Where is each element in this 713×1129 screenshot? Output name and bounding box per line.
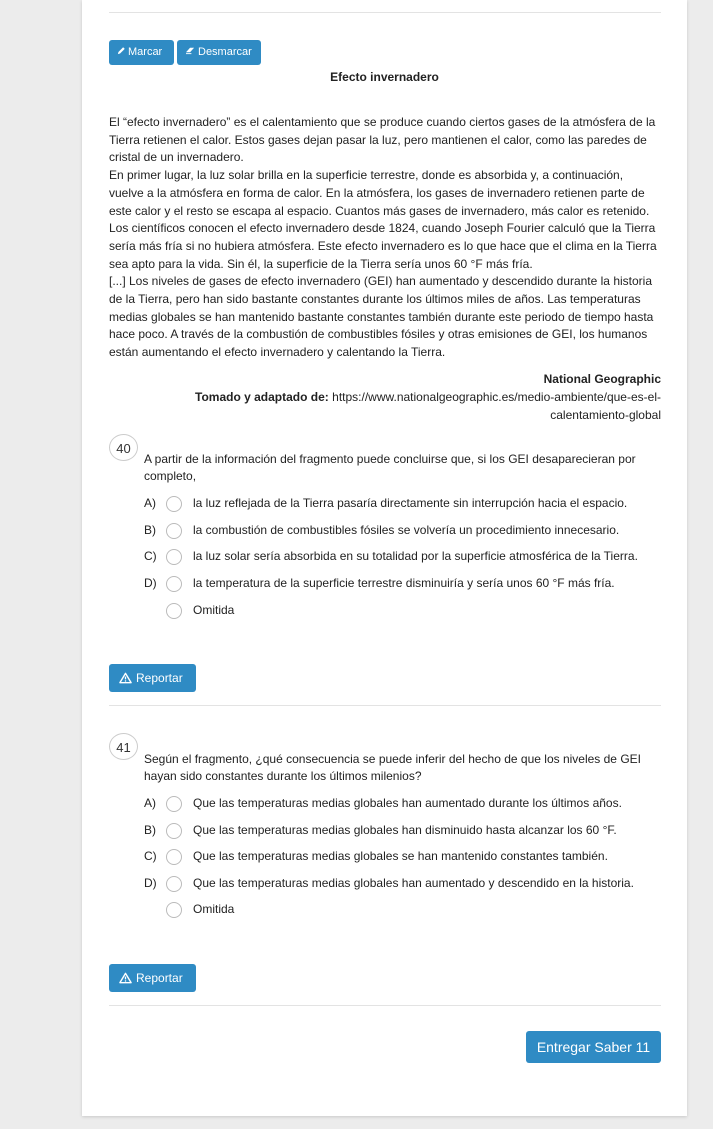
unmark-label: Desmarcar [198,46,252,58]
report-label: Reportar [136,971,183,985]
radio-button[interactable] [166,849,182,865]
radio-button[interactable] [166,576,182,592]
passage-paragraph: [...] Los niveles de gases de efecto invernadero (GEI) han aumentado y descendido durante la historia de la Tierra, pero han sido bastante constantes durante los últimos miles de años. Las temperaturas medias globales se han mantenido bastante constantes también durante este periodo de tiempo hasta hace poco. A través de la combustión de combustibles fósiles y otras emisiones de GEI, los humanos están aumentando el efecto invernadero y calentando la Tierra. [109,274,654,360]
answer-option-a[interactable] [144,794,664,814]
passage-paragraph: En primer lugar, la luz solar brilla en la superficie terrestre, donde es absorbida y, a continuación, vuelve a la atmósfera en forma de calor. En la atmósfera, los gases de invernadero retienen parte de este calor y el resto se escapa al espacio. Cuantos más gases de invernadero, más calor es retenido. [109,168,650,218]
warning-icon [119,972,132,984]
answer-option-omitted[interactable] [144,601,664,621]
question-stem: A partir de la información del fragmento puede concluirse que, si los GEI desaparecieran por completo, [144,452,636,483]
report-button[interactable] [109,664,196,692]
option-text: la luz reflejada de la Tierra pasaría directamente sin interrupción hacia el espacio. [193,496,628,510]
source-url: https://www.nationalgeographic.es/medio-ambiente/que-es-el-calentamiento-global [332,390,661,422]
submit-exam-button[interactable]: Entregar Saber 11 [526,1031,661,1063]
eraser-icon [185,40,196,65]
source-name: National Geographic [543,372,661,386]
answer-option-omitted[interactable] [144,900,664,920]
question-divider [109,705,661,706]
unmark-button[interactable] [177,40,261,65]
radio-button[interactable] [166,876,182,892]
reading-source [109,370,661,424]
option-letter: D) [144,576,157,590]
radio-button[interactable] [166,603,182,619]
answer-option-c[interactable] [144,847,664,867]
passage-paragraph: Los científicos conocen el efecto invernadero desde 1824, cuando Joseph Fourier calculó que la Tierra sería más fría si no hubiera atmósfera. Este efecto invernadero es lo que hace que el clima en la Tierra sea apto para la vida. Sin él, la superficie de la Tierra sería unos 60 °F más fría. [109,221,657,271]
question-number: 41 [109,733,138,760]
reading-passage [109,114,661,362]
answer-option-a[interactable] [144,494,664,514]
option-text: Que las temperaturas medias globales han aumentado durante los últimos años. [193,796,622,810]
mark-button[interactable] [109,40,174,65]
radio-button[interactable] [166,496,182,512]
footer-divider [109,1005,661,1006]
exam-card [82,0,687,1116]
option-letter: B) [144,523,156,537]
option-letter: C) [144,549,157,563]
option-letter: B) [144,823,156,837]
source-citation [109,388,661,424]
option-letter: C) [144,849,157,863]
passage-paragraph: El “efecto invernadero” es el calentamiento que se produce cuando ciertos gases de la atmósfera de la Tierra retienen el calor. Estos gases dejan pasar la luz, pero mantienen el calor, como las paredes de cristal de un invernadero. [109,115,656,165]
radio-button[interactable] [166,796,182,812]
answer-option-b[interactable] [144,521,664,541]
option-text: la luz solar sería absorbida en su totalidad por la superficie atmosférica de la Tierra. [193,549,638,563]
radio-button[interactable] [166,549,182,565]
option-text: Omitida [193,603,235,617]
option-text: Que las temperaturas medias globales han disminuido hasta alcanzar los 60 °F. [193,823,617,837]
option-text: la combustión de combustibles fósiles se volvería un procedimiento innecesario. [193,523,620,537]
answer-option-d[interactable] [144,574,664,594]
option-letter: D) [144,876,157,890]
question-stem: Según el fragmento, ¿qué consecuencia se puede inferir del hecho de que los niveles de GEI hayan sido constantes durante los últimos milenios? [144,752,641,783]
option-text: Omitida [193,902,235,916]
warning-icon [119,672,132,684]
top-divider [109,12,661,13]
pencil-icon [117,40,126,65]
answer-option-b[interactable] [144,821,664,841]
radio-button[interactable] [166,823,182,839]
option-text: la temperatura de la superficie terrestre disminuiría y sería unos 60 °F más fría. [193,576,615,590]
reading-title: Efecto invernadero [330,70,439,84]
option-text: Que las temperaturas medias globales se han mantenido constantes también. [193,849,608,863]
answer-option-c[interactable] [144,547,664,567]
radio-button[interactable] [166,902,182,918]
report-label: Reportar [136,671,183,685]
radio-button[interactable] [166,523,182,539]
option-letter: A) [144,796,156,810]
mark-label: Marcar [128,46,163,58]
source-prefix: Tomado y adaptado de: [195,390,329,404]
report-button[interactable] [109,964,196,992]
option-letter: A) [144,496,156,510]
answer-option-d[interactable] [144,874,664,894]
question-number: 40 [109,434,138,461]
option-text: Que las temperaturas medias globales han aumentado y descendido en la historia. [193,876,634,890]
